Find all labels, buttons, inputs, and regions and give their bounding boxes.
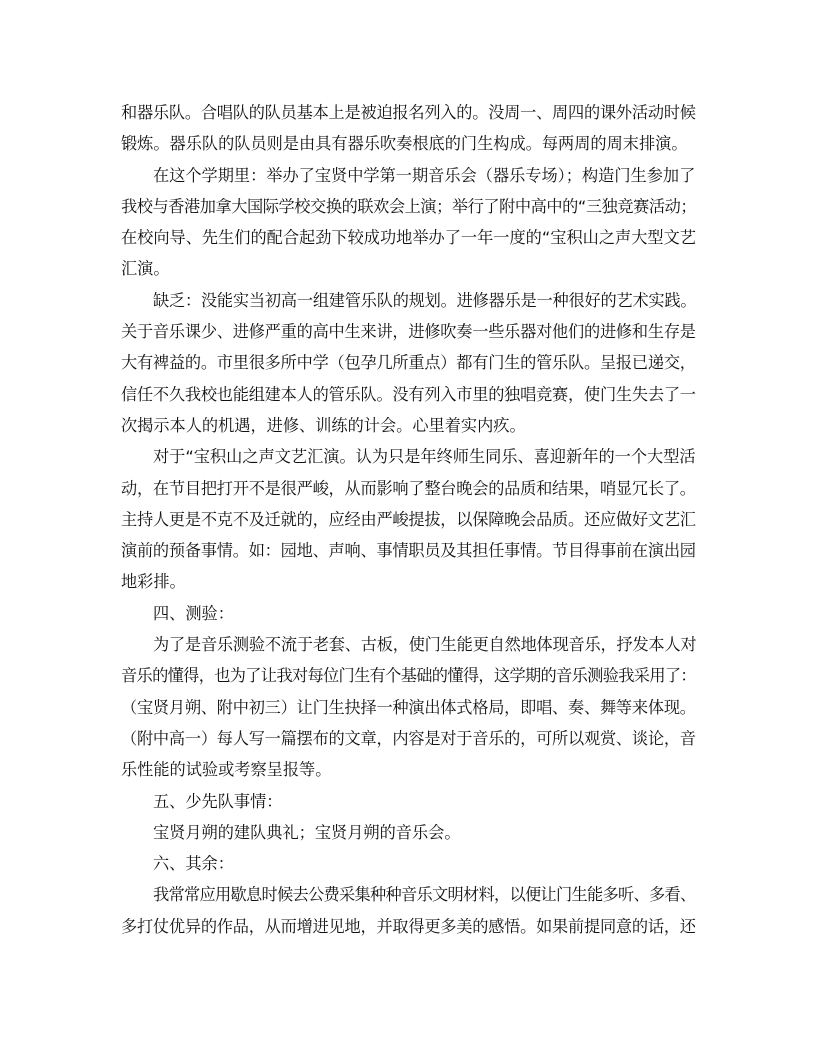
text-line: 信任不久我校也能组建本人的管乐队。没有列入市里的独唱竞赛，使门生失去了一: [121, 384, 696, 404]
text-line: 主持人更是不克不及迁就的，应经由严峻提拔，以保障晚会品质。还应做好文艺汇: [121, 509, 696, 529]
text-line: 锻炼。器乐队的队员则是由具有器乐吹奏根底的门生构成。每两周的周末排演。: [121, 134, 688, 154]
text-line: 关于音乐课少、进修严重的高中生来讲，进修吹奏一些乐器对他们的进修和生存是: [121, 322, 696, 342]
text-line: 我常常应用歇息时候去公费采集种种音乐文明材料，以便让门生能多听、多看、: [153, 885, 696, 905]
text-line: 四、测验：: [153, 603, 234, 623]
text-line: 宝贤月朔的建队典礼；宝贤月朔的音乐会。: [153, 822, 461, 842]
text-line: 多打仗优异的作品，从而增进见地，并取得更多美的感悟。如果前提同意的话，还: [121, 916, 696, 936]
text-line: （附中高一）每人写一篇摆布的文章，内容是对于音乐的，可所以观赏、谈论，音: [121, 728, 696, 748]
text-line: 乐性能的试验或考察呈报等。: [121, 760, 332, 780]
text-line: （宝贤月朔、附中初三）让门生抉择一种演出体式格局，即唱、奏、舞等来体现。: [121, 697, 696, 717]
text-line: 对于“宝积山之声文艺汇演。认为只是年终师生同乐、喜迎新年的一个大型活: [153, 447, 696, 467]
text-line: 次揭示本人的机遇，进修、训练的计会。心里着实内疚。: [121, 415, 526, 435]
text-line: 缺乏：没能实当初高一组建管乐队的规划。进修器乐是一种很好的艺术实践。: [153, 290, 697, 310]
text-line: 六、其余：: [153, 854, 234, 874]
text-line: 在校向导、先生们的配合起劲下较成功地举办了一年一度的“宝积山之声大型文艺: [121, 228, 696, 248]
text-line: 和器乐队。合唱队的队员基本上是被迫报名列入的。没周一、周四的课外活动时候: [121, 103, 696, 122]
text-line: 五、少先队事情：: [153, 791, 283, 811]
text-line: 汇演。: [121, 259, 170, 279]
text-line: 地彩排。: [121, 572, 186, 592]
text-line: 音乐的懂得，也为了让我对每位门生有个基础的懂得，这学期的音乐测验我采用了：: [121, 666, 696, 686]
document-body: [121, 97, 696, 942]
text-line: 我校与香港加拿大国际学校交换的联欢会上演；举行了附中高中的“三独竞赛活动；: [121, 196, 697, 216]
text-line: 在这个学期里：举办了宝贤中学第一期音乐会（器乐专场）；构造门生参加了: [153, 165, 696, 185]
text-line: 演前的预备事情。如：园地、声响、事情职员及其担任事情。节目得事前在演出园: [121, 541, 696, 561]
text-line: 动，在节目把打开不是很严峻，从而影响了整台晚会的品质和结果，哨显冗长了。: [121, 478, 696, 498]
text-line: 大有裨益的。市里很多所中学（包孕几所重点）都有门生的管乐队。呈报已递交，: [121, 353, 696, 373]
text-line: 为了是音乐测验不流于老套、古板，使门生能更自然地体现音乐，抒发本人对: [153, 635, 697, 655]
